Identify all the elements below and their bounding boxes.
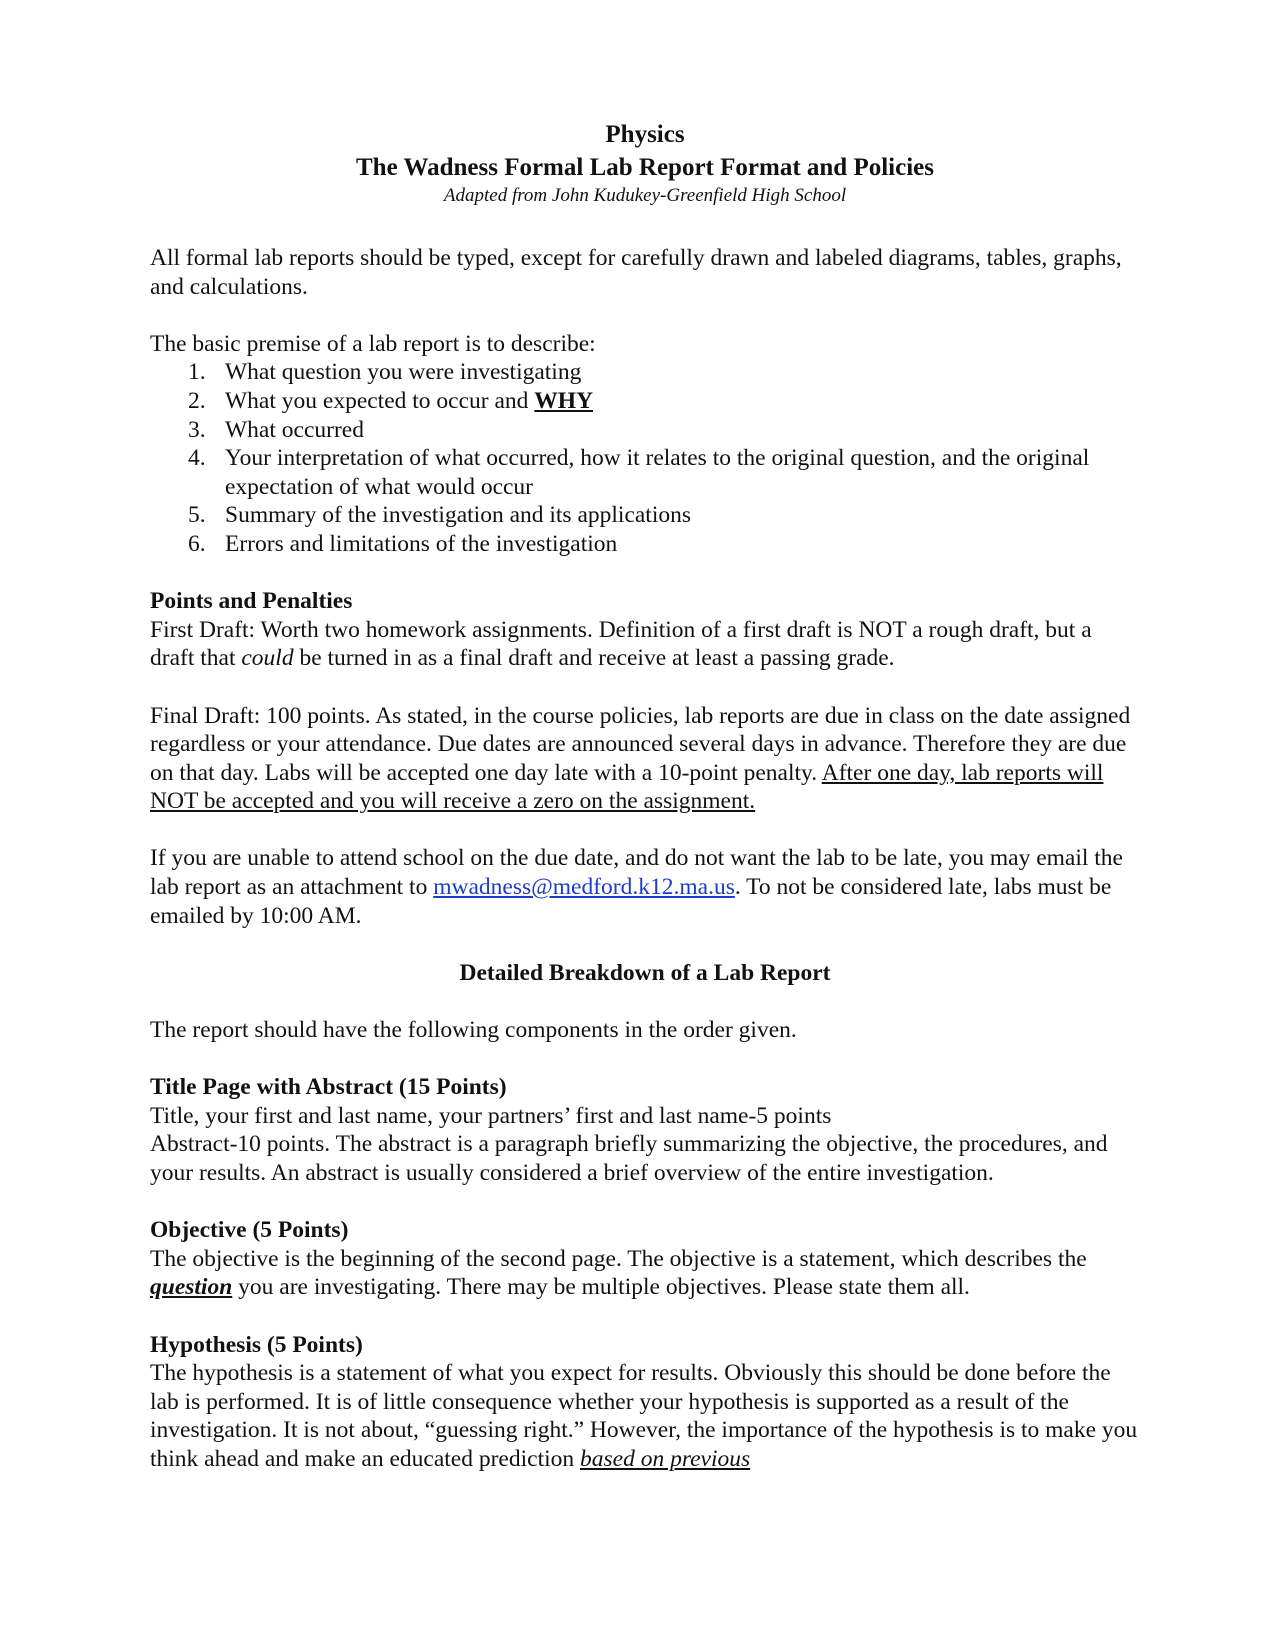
based-on-previous-emphasis: based on previous	[580, 1445, 751, 1472]
first-draft-paragraph: First Draft: Worth two homework assignments. Definition of a first draft is NOT a rough draft, but a draft that could be turned in as a final draft and receive at least a passing grade.	[150, 616, 1092, 672]
list-item: 3. What occurred	[188, 416, 364, 443]
list-item: 2. What you expected to occur and WHY	[188, 387, 594, 414]
document-subtitle: Adapted from John Kudukey-Greenfield High School	[443, 185, 847, 206]
document-page	[150, 118, 1140, 1474]
list-item: 5. Summary of the investigation and its applications	[188, 502, 692, 529]
title-page-line-2: Abstract-10 points. The abstract is a paragraph briefly summarizing the objective, the procedures, and your results. An abstract is usually considered a brief overview of the entire investigation.	[150, 1131, 1108, 1186]
hypothesis-heading: Hypothesis (5 Points)	[150, 1331, 363, 1358]
late-policy-underlined: After one day, lab reports will NOT be accepted and you will receive a zero on the assignment.	[150, 759, 1104, 815]
breakdown-lead: The report should have the following components in the order given.	[150, 1017, 797, 1044]
objective-paragraph: The objective is the beginning of the second page. The objective is a statement, which describes the question you are investigating. There may be multiple objectives. Please state them all.	[150, 1245, 1087, 1301]
list-item: 6. Errors and limitations of the investigation	[188, 530, 618, 557]
list-item: 1. What question you were investigating	[188, 359, 582, 386]
could-emphasis: could	[241, 645, 294, 672]
objective-heading: Objective (5 Points)	[150, 1217, 349, 1244]
final-draft-paragraph: Final Draft: 100 points. As stated, in the course policies, lab reports are due in class on the date assigned regardless or your attendance. Due dates are announced several days in advance. Therefore they are due on that day. Labs will be accepted one day late with a 10-point penalty. After one day, lab reports will NOT be accepted and you will receive a zero on the assignment.	[150, 702, 1131, 815]
hypothesis-paragraph: The hypothesis is a statement of what you expect for results. Obviously this should be done before the lab is performed. It is of little consequence whether your hypothesis is supported as a result of the investigation. It is not about, “guessing right.” However, the importance of the hypothesis is to make you think ahead and make an educated prediction based on previous	[150, 1360, 1138, 1472]
typed-note: All formal lab reports should be typed, except for carefully drawn and labeled diagrams, tables, graphs, and calculations.	[150, 245, 1122, 300]
premise-lead: The basic premise of a lab report is to describe:	[150, 330, 596, 357]
points-penalties-heading: Points and Penalties	[150, 588, 353, 615]
email-link[interactable]: mwadness@medford.k12.ma.us	[433, 874, 735, 901]
title-page-line-1: Title, your first and last name, your partners’ first and last name-5 points	[150, 1102, 832, 1129]
title-page-heading: Title Page with Abstract (15 Points)	[150, 1074, 507, 1101]
absent-paragraph: If you are unable to attend school on the due date, and do not want the lab to be late, you may email the lab report as an attachment to mwadness@medford.k12.ma.us. To not be considered late, labs must be emailed by 10:00 AM.	[150, 845, 1123, 929]
list-item: 4. Your interpretation of what occurred, how it relates to the original question, and the original expectation of what would occur	[188, 445, 1090, 500]
document-header	[150, 118, 1140, 208]
course-title: Physics	[605, 121, 685, 148]
document-title: The Wadness Formal Lab Report Format and Policies	[355, 154, 934, 181]
why-emphasis: WHY	[534, 387, 594, 414]
breakdown-heading: Detailed Breakdown of a Lab Report	[459, 959, 831, 986]
premise-list	[150, 358, 1140, 558]
question-emphasis: question	[150, 1274, 233, 1301]
